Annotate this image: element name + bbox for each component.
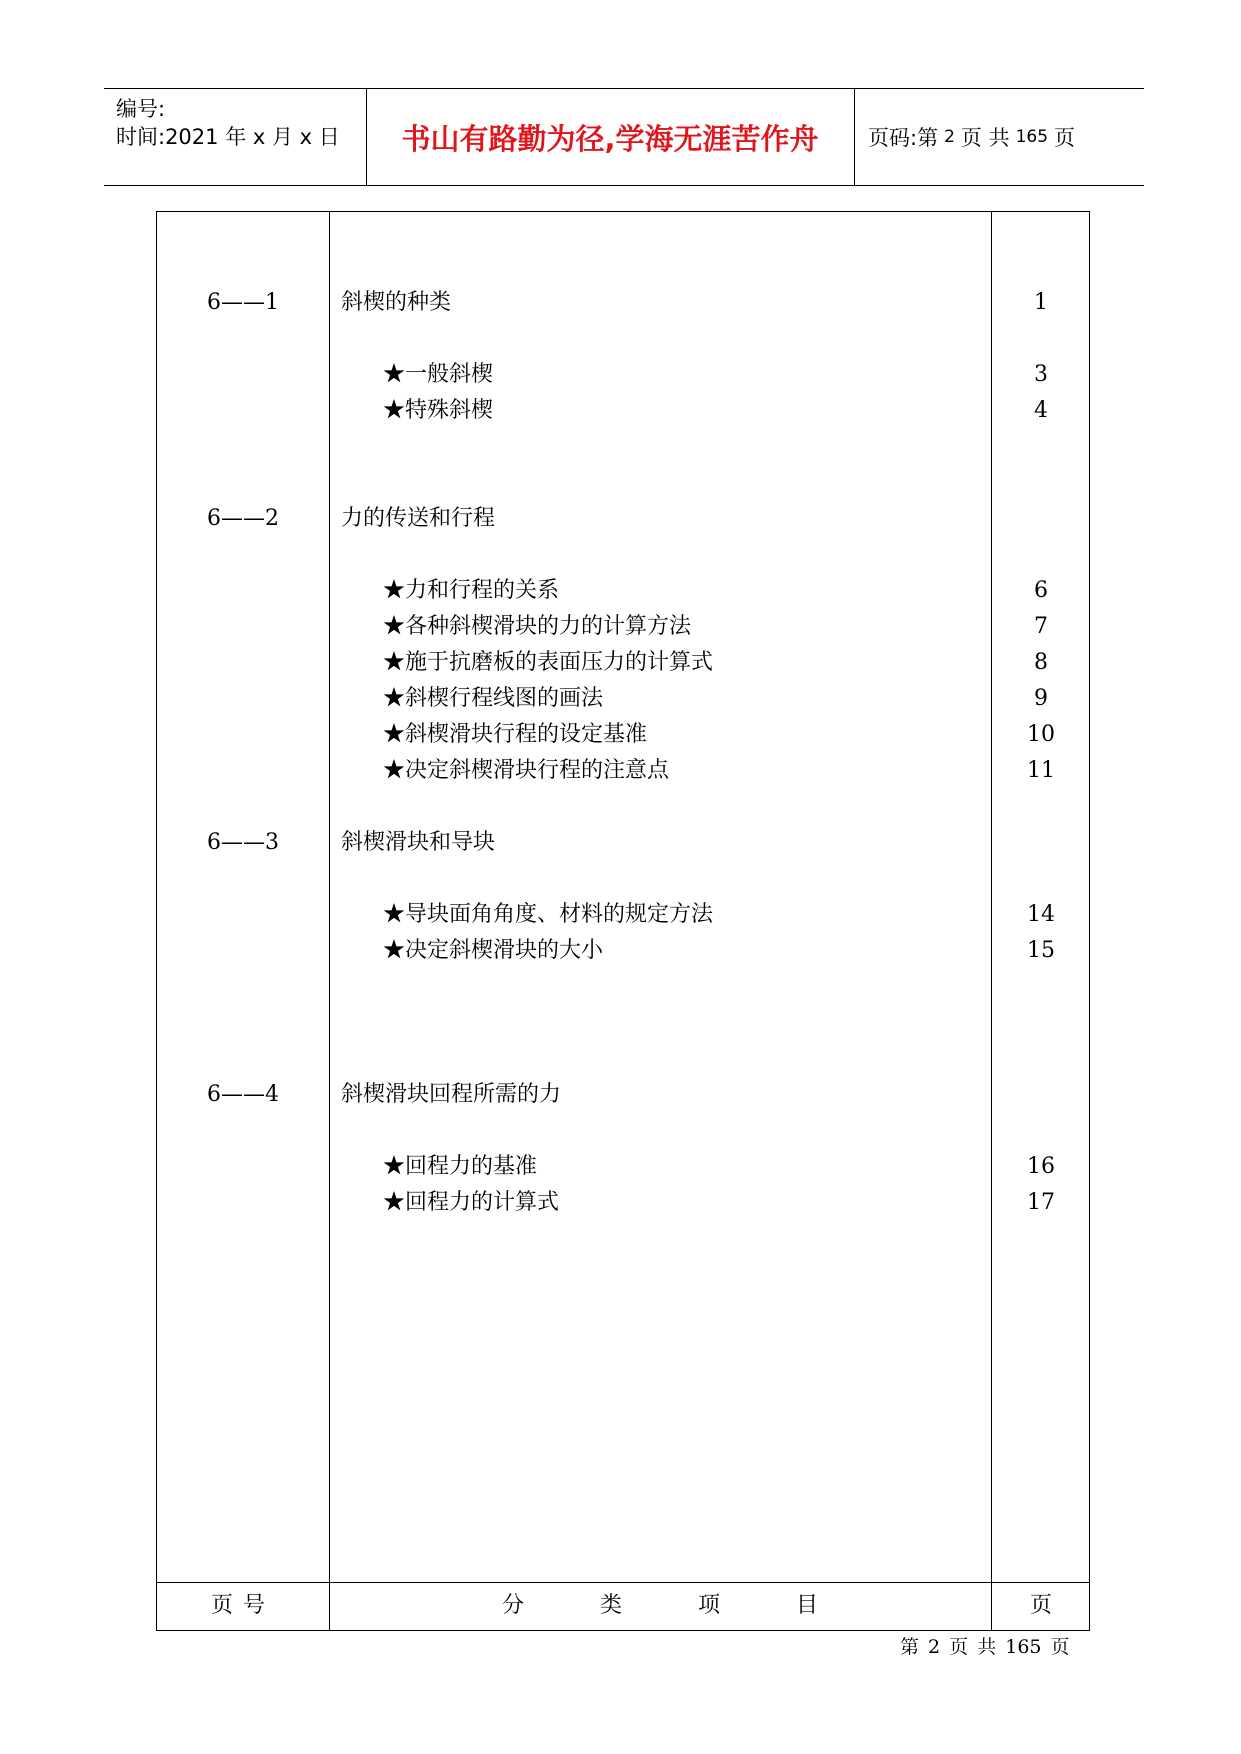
page-number: 2 bbox=[944, 127, 955, 147]
toc-row bbox=[157, 1077, 1089, 1113]
page-footer: 第 2 页 共 165 页 bbox=[900, 1636, 1070, 1658]
section-title: 斜楔滑块回程所需的力 bbox=[341, 1082, 562, 1107]
toc-row bbox=[157, 897, 1089, 933]
section-title: 斜楔滑块和导块 bbox=[341, 830, 496, 855]
subsection-title: ★斜楔滑块行程的设定基准 bbox=[383, 722, 648, 747]
subsection-title: ★施于抗磨板的表面压力的计算式 bbox=[383, 650, 714, 675]
page-ref: 1 bbox=[1034, 290, 1048, 315]
toc-row bbox=[157, 609, 1089, 645]
subsection-title: ★回程力的基准 bbox=[383, 1154, 538, 1179]
footer-page-number-label: 页号 bbox=[210, 1593, 275, 1618]
section-code: 6——4 bbox=[207, 1082, 279, 1107]
page-ref: 10 bbox=[1027, 722, 1055, 747]
number-label: 编号: bbox=[116, 97, 166, 121]
section-title: 力的传送和行程 bbox=[341, 506, 496, 531]
subsection-title: ★决定斜楔滑块的大小 bbox=[383, 938, 604, 963]
page-ref: 9 bbox=[1034, 686, 1048, 711]
toc-row bbox=[157, 825, 1089, 861]
page-ref: 11 bbox=[1027, 758, 1055, 783]
time-label: 时间:2021 年 x 月 x 日 bbox=[116, 125, 340, 149]
page-ref: 14 bbox=[1027, 902, 1055, 927]
subsection-title: ★回程力的计算式 bbox=[383, 1190, 560, 1215]
page-ref: 4 bbox=[1034, 398, 1048, 423]
document-header bbox=[104, 88, 1144, 186]
section-code: 6——2 bbox=[207, 506, 279, 531]
page-total: 165 bbox=[1015, 127, 1049, 147]
page-prefix: 页码:第 bbox=[868, 126, 939, 150]
page-ref: 8 bbox=[1034, 650, 1048, 675]
subsection-title: ★力和行程的关系 bbox=[383, 578, 560, 603]
toc-row bbox=[157, 285, 1089, 321]
page-ref: 6 bbox=[1034, 578, 1048, 603]
page-ref: 16 bbox=[1027, 1154, 1055, 1179]
toc-row bbox=[157, 645, 1089, 681]
section-title: 斜楔的种类 bbox=[341, 290, 452, 315]
page-mid: 页 共 bbox=[960, 126, 1010, 150]
page-ref: 15 bbox=[1027, 938, 1055, 963]
page-ref: 3 bbox=[1034, 362, 1048, 387]
toc-row bbox=[157, 933, 1089, 969]
header-page-info bbox=[854, 89, 1144, 185]
subsection-title: ★导块面角角度、材料的规定方法 bbox=[383, 902, 714, 927]
toc-row bbox=[157, 573, 1089, 609]
toc-row bbox=[157, 501, 1089, 537]
subsection-title: ★各种斜楔滑块的力的计算方法 bbox=[383, 614, 692, 639]
header-left-cell bbox=[104, 89, 367, 185]
subsection-title: ★一般斜楔 bbox=[383, 362, 494, 387]
subsection-title: ★斜楔行程线图的画法 bbox=[383, 686, 604, 711]
section-code: 6——1 bbox=[207, 290, 279, 315]
toc-row bbox=[157, 393, 1089, 429]
category-char: 类 bbox=[599, 1593, 622, 1618]
toc-row bbox=[157, 1185, 1089, 1221]
table-footer-row bbox=[157, 1582, 1089, 1630]
footer-category-label bbox=[329, 1582, 991, 1630]
toc-row bbox=[157, 1149, 1089, 1185]
footer-page-label: 页 bbox=[1029, 1593, 1052, 1618]
section-code: 6——3 bbox=[207, 830, 279, 855]
toc-row bbox=[157, 357, 1089, 393]
category-char: 目 bbox=[796, 1593, 819, 1618]
category-char: 分 bbox=[501, 1593, 524, 1618]
toc-row bbox=[157, 717, 1089, 753]
category-char: 项 bbox=[698, 1593, 721, 1618]
page-suffix: 页 bbox=[1054, 126, 1076, 150]
subsection-title: ★特殊斜楔 bbox=[383, 398, 494, 423]
motto: 书山有路勤为径,学海无涯苦作舟 bbox=[366, 89, 855, 185]
page-ref: 17 bbox=[1027, 1190, 1055, 1215]
subsection-title: ★决定斜楔滑块行程的注意点 bbox=[383, 758, 670, 783]
toc-table bbox=[156, 211, 1090, 1631]
toc-row bbox=[157, 681, 1089, 717]
page-ref: 7 bbox=[1034, 614, 1048, 639]
toc-row bbox=[157, 753, 1089, 789]
